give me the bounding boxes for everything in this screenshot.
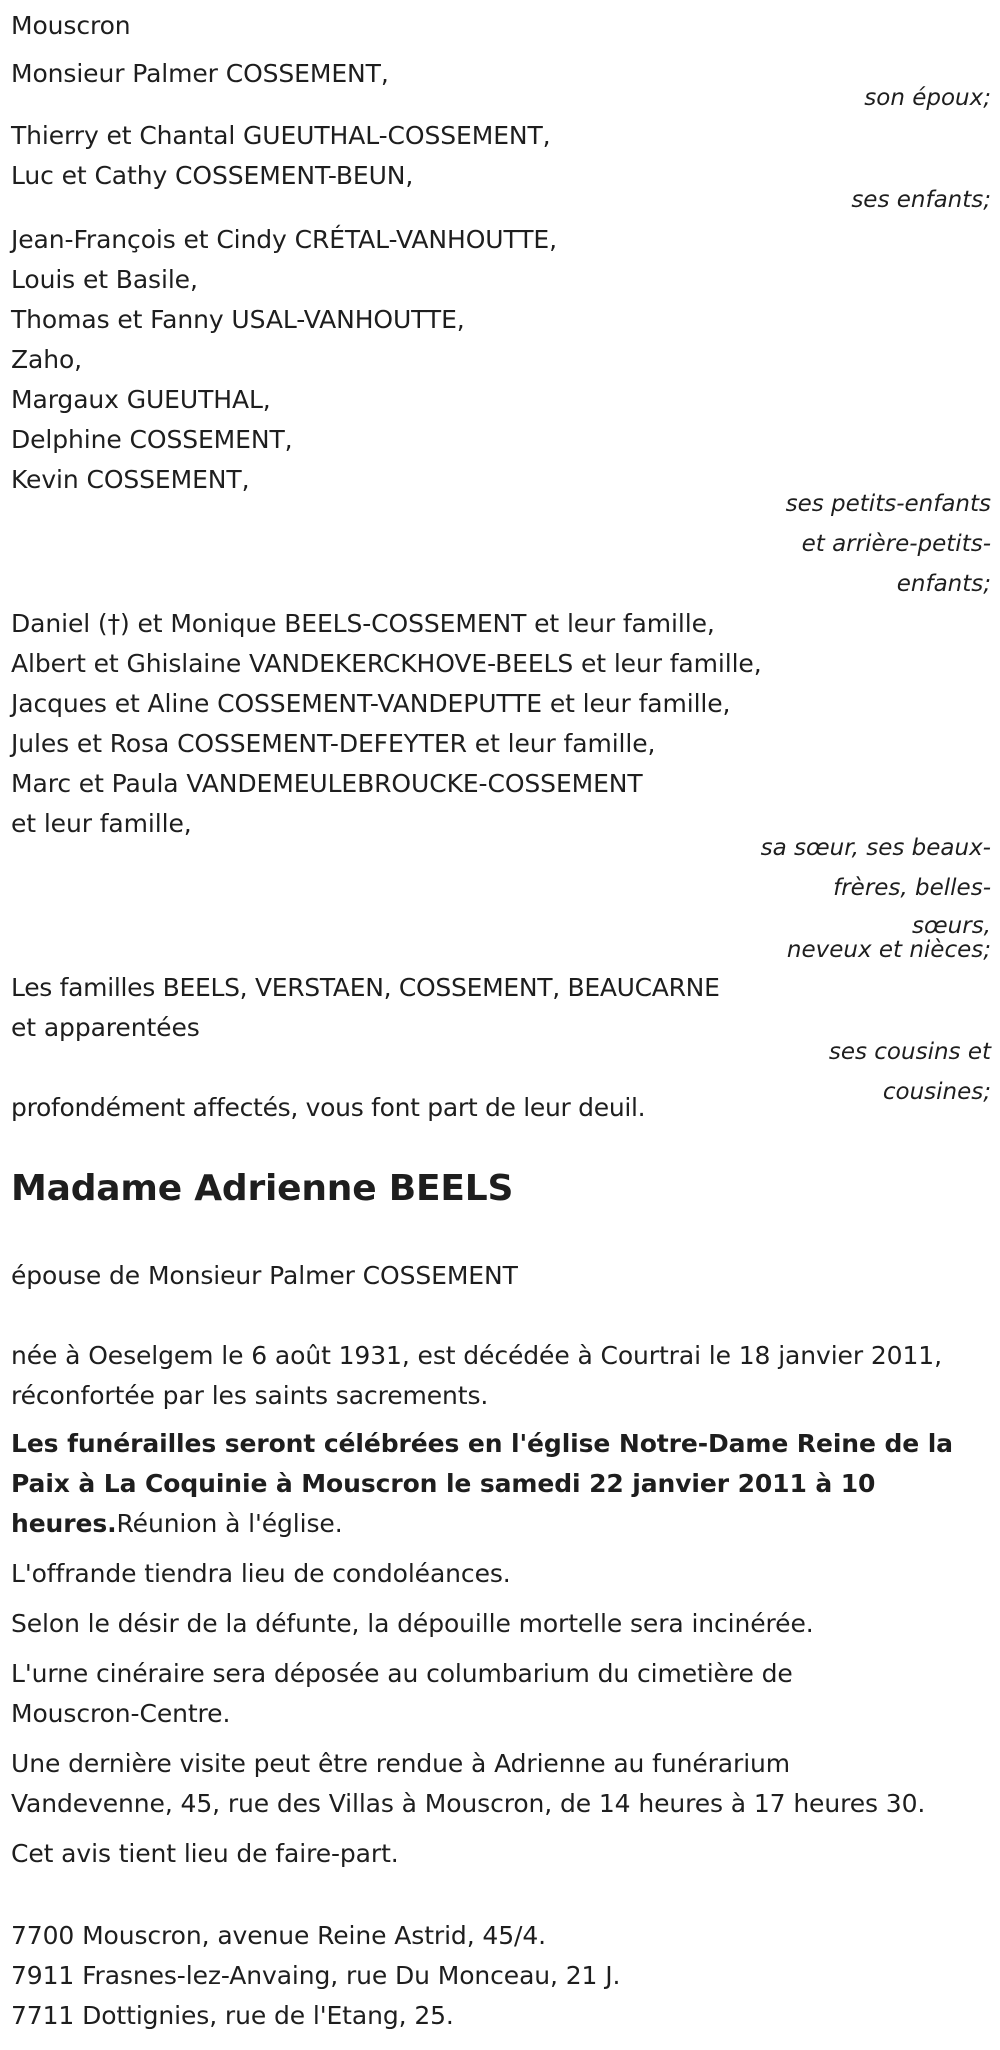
cousins-role-line: ses cousins et — [828, 1039, 991, 1065]
grandchild-line: Thomas et Fanny USAL-VANHOUTTE, — [11, 305, 465, 334]
funeral-line-tail — [11, 1504, 343, 1544]
visit-line: Vandevenne, 45, rue des Villas à Mouscron, de 14 heures à 17 heures 30. — [11, 1789, 926, 1818]
urn-line: Mouscron-Centre. — [11, 1699, 231, 1728]
visit-line: Une dernière visite peut être rendue à Adrienne au funérarium — [11, 1749, 791, 1778]
sibling-line: Marc et Paula VANDEMEULEBROUCKE-COSSEMENT — [11, 769, 643, 798]
grandchild-line: Louis et Basile, — [11, 265, 198, 294]
birth-death-line: réconfortée par les saints sacrements. — [11, 1381, 489, 1410]
siblings-role-line: sa sœur, ses beaux- — [760, 835, 991, 861]
urn-line: L'urne cinéraire sera déposée au columbarium du cimetière de — [11, 1659, 793, 1688]
deceased-name: Madame Adrienne BEELS — [11, 1168, 514, 1209]
siblings-role-line: sœurs, — [912, 913, 991, 939]
spouse-name: Monsieur Palmer COSSEMENT, — [11, 59, 389, 88]
city-header: Mouscron — [11, 11, 131, 40]
cremation-paragraph: Selon le désir de la défunte, la dépouille mortelle sera incinérée. — [11, 1609, 814, 1638]
offering-paragraph: L'offrande tiendra lieu de condoléances. — [11, 1559, 511, 1588]
child-line: Thierry et Chantal GUEUTHAL-COSSEMENT, — [11, 121, 551, 150]
notice-paragraph: Cet avis tient lieu de faire-part. — [11, 1839, 399, 1868]
sibling-line: Daniel (†) et Monique BEELS-COSSEMENT et leur famille, — [11, 609, 715, 638]
grandchild-line: Jean-François et Cindy CRÉTAL-VANHOUTTE, — [11, 225, 557, 254]
spouse-role: son époux; — [864, 85, 991, 111]
closing-family-sentence: profondément affectés, vous font part de leur deuil. — [11, 1093, 646, 1122]
grandchild-line: Margaux GUEUTHAL, — [11, 385, 271, 414]
child-line: Luc et Cathy COSSEMENT-BEUN, — [11, 161, 414, 190]
grandchildren-role-line: enfants; — [896, 571, 991, 597]
address-line: 7911 Frasnes-lez-Anvaing, rue Du Monceau, 21 J. — [11, 1961, 621, 1990]
children-role: ses enfants; — [851, 187, 991, 213]
birth-death-line: née à Oeselgem le 6 août 1931, est décédée à Courtrai le 18 janvier 2011, — [11, 1341, 942, 1370]
funeral-time: heures. — [11, 1509, 117, 1538]
cousins-line: et apparentées — [11, 1013, 200, 1042]
grandchild-line: Zaho, — [11, 345, 83, 374]
siblings-role-line: neveux et nièces; — [786, 937, 991, 963]
funeral-line: Paix à La Coquinie à Mouscron le samedi 22 janvier 2011 à 10 — [11, 1469, 876, 1498]
siblings-role-line: frères, belles- — [833, 875, 991, 901]
grandchildren-role-line: et arrière-petits- — [801, 531, 991, 557]
grandchildren-role-line: ses petits-enfants — [785, 491, 991, 517]
grandchild-line: Delphine COSSEMENT, — [11, 425, 293, 454]
address-line: 7711 Dottignies, rue de l'Etang, 25. — [11, 2001, 454, 2030]
sibling-line: et leur famille, — [11, 809, 192, 838]
sibling-line: Jules et Rosa COSSEMENT-DEFEYTER et leur famille, — [11, 729, 656, 758]
grandchild-line: Kevin COSSEMENT, — [11, 465, 250, 494]
funeral-line: Les funérailles seront célébrées en l'église Notre-Dame Reine de la — [11, 1429, 953, 1458]
deceased-relation: épouse de Monsieur Palmer COSSEMENT — [11, 1261, 518, 1290]
cousins-line: Les familles BEELS, VERSTAEN, COSSEMENT, BEAUCARNE — [11, 973, 720, 1002]
sibling-line: Jacques et Aline COSSEMENT-VANDEPUTTE et leur famille, — [11, 689, 731, 718]
address-line: 7700 Mouscron, avenue Reine Astrid, 45/4. — [11, 1921, 546, 1950]
funeral-meeting: Réunion à l'église. — [116, 1509, 343, 1538]
sibling-line: Albert et Ghislaine VANDEKERCKHOVE-BEELS et leur famille, — [11, 649, 762, 678]
cousins-role-line: cousines; — [882, 1079, 991, 1105]
